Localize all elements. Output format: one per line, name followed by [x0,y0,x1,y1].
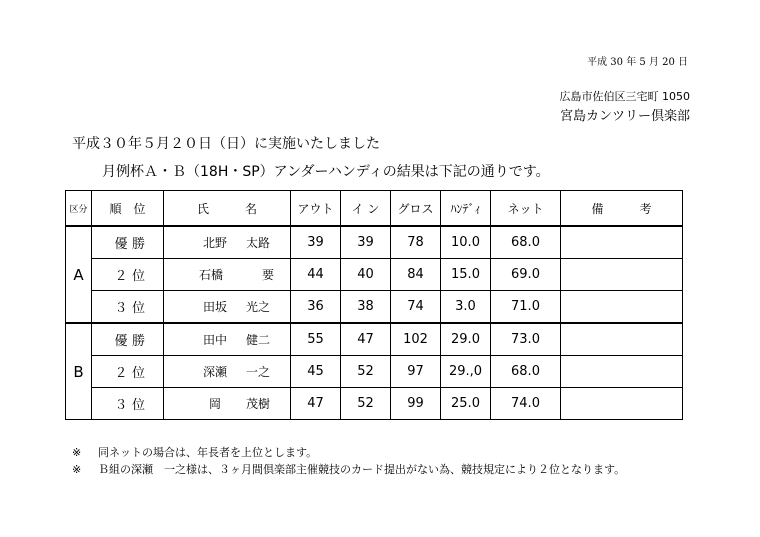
table-row [66,291,683,324]
out-score: 36 [291,291,341,324]
surname: 田坂 [202,300,227,314]
rank-cell [92,259,164,291]
player-name [164,388,291,420]
rank-text: 優 [114,334,128,349]
given-name: 一之 [245,365,270,379]
given-name: 要 [261,268,274,282]
header-gross: グロス [391,191,441,227]
player-name [164,259,291,291]
header-row [66,191,683,227]
note-1 [72,444,317,460]
rank-text: 勝 [131,334,145,349]
remarks [561,356,683,388]
out-score: 47 [291,388,341,420]
player-name [164,291,291,324]
in-score: 40 [341,259,391,291]
rank-cell [92,356,164,388]
handicap: 29.,0 [441,356,491,388]
rank-cell [92,226,164,259]
out-score: 39 [291,226,341,259]
given-name: 光之 [245,300,270,314]
handicap: 15.0 [441,259,491,291]
out-score: 44 [291,259,341,291]
given-name: 健二 [245,333,270,347]
net-score: 73.0 [491,323,561,356]
table-row [66,226,683,259]
handicap: 3.0 [441,291,491,324]
player-name [164,356,291,388]
surname: 田中 [202,333,227,347]
club-name: 宮島カンツリー倶楽部 [559,109,690,124]
rank-text: ３ [114,301,128,316]
remarks [561,259,683,291]
rank-text: 勝 [131,237,145,252]
rank-text: ２ [114,366,128,381]
rank-text: ３ [114,398,128,413]
gross-score: 97 [391,356,441,388]
remarks [561,226,683,259]
given-name: 茂樹 [245,397,270,411]
note-text: 同ネットの場合は、年長者を上位とします。 [98,446,318,459]
note-2 [72,461,625,477]
rank-cell [92,388,164,420]
header-rank: 順 位 [92,191,164,227]
surname: 深瀬 [202,365,227,379]
header-remarks: 備 考 [561,191,683,227]
note-mark: ※ [72,446,82,459]
header-kubun: 区分 [66,191,92,227]
group-label-a: A [66,226,92,323]
gross-score: 84 [391,259,441,291]
in-score: 52 [341,388,391,420]
surname: 岡 [208,397,221,411]
in-score: 47 [341,323,391,356]
rank-text: 優 [114,237,128,252]
player-name [164,226,291,259]
rank-text: 位 [131,269,145,284]
header-in: イ ン [341,191,391,227]
gross-score: 102 [391,323,441,356]
table-row [66,356,683,388]
remarks [561,388,683,420]
in-score: 52 [341,356,391,388]
table-row [66,259,683,291]
gross-score: 74 [391,291,441,324]
header-net: ネット [491,191,561,227]
rank-text: ２ [114,269,128,284]
handicap: 10.0 [441,226,491,259]
table-row [66,323,683,356]
results-table [65,190,683,420]
header-name: 氏 名 [164,191,291,227]
player-name [164,323,291,356]
header-handicap: ﾊﾝﾃﾞｨ [441,191,491,227]
gross-score: 78 [391,226,441,259]
intro-line-2: 月例杯Ａ・Ｂ（18H・SP）アンダーハンディの結果は下記の通りです。 [102,164,550,180]
handicap: 25.0 [441,388,491,420]
net-score: 68.0 [491,356,561,388]
remarks [561,323,683,356]
net-score: 71.0 [491,291,561,324]
out-score: 45 [291,356,341,388]
rank-cell [92,291,164,324]
rank-text: 位 [131,301,145,316]
given-name: 太路 [245,236,270,250]
surname: 北野 [202,236,227,250]
in-score: 39 [341,226,391,259]
document-date: 平成 30 年 5 月 20 日 [587,57,688,68]
handicap: 29.0 [441,323,491,356]
rank-text: 位 [131,398,145,413]
group-label-b: B [66,323,92,420]
note-text: Ｂ組の深瀬 一之様は、３ヶ月間倶楽部主催競技のカード提出がない為、競技規定により２位となります。 [98,463,626,476]
header-out: アウト [291,191,341,227]
intro-line-1: 平成３０年５月２０日（日）に実施いたしました [72,136,380,152]
out-score: 55 [291,323,341,356]
rank-cell [92,323,164,356]
remarks [561,291,683,324]
in-score: 38 [341,291,391,324]
net-score: 69.0 [491,259,561,291]
gross-score: 99 [391,388,441,420]
net-score: 74.0 [491,388,561,420]
table-row [66,388,683,420]
net-score: 68.0 [491,226,561,259]
surname: 石橋 [198,268,223,282]
club-address: 広島市佐伯区三宅町 1050 [559,90,690,103]
rank-text: 位 [131,366,145,381]
note-mark: ※ [72,463,82,476]
